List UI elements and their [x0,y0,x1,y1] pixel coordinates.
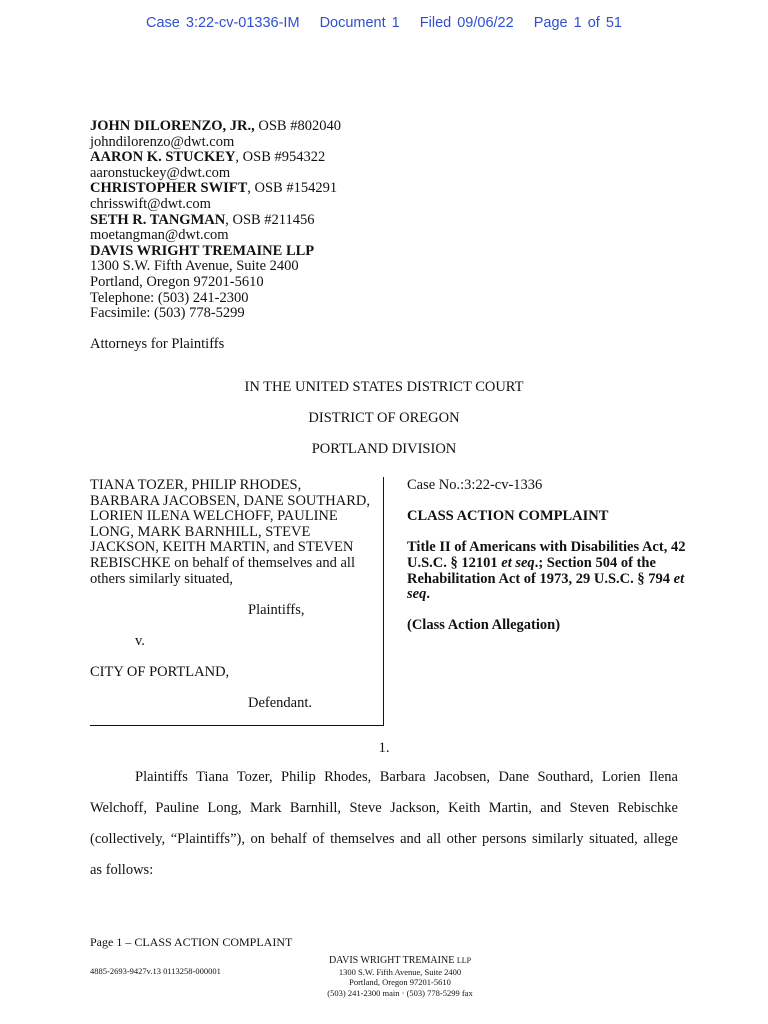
case-number-stamp: Case 3:22-cv-01336-IM [146,15,300,31]
defendant-name: CITY OF PORTLAND, [90,664,230,681]
attorney-osb: , OSB #154291 [247,180,338,197]
claims-etseq: et seq [501,554,535,571]
firm-facsimile: Facsimile: (503) 778-5299 [90,305,245,322]
attorney-name: JOHN DILORENZO, JR., [90,118,255,134]
footer-firm-name-text: DAVIS WRIGHT TREMAINE [328,955,457,966]
attorney-osb: , OSB #954322 [235,149,326,166]
attorney-email: chrisswift@dwt.com [90,195,211,212]
attorney-block [90,119,341,352]
class-action-allegation: (Class Action Allegation) [407,617,561,634]
attorney-email: aaronstuckey@dwt.com [90,164,231,181]
plaintiffs-line: JACKSON, KEITH MARTIN, and STEVEN [90,539,354,556]
defendant-label: Defendant. [248,695,313,712]
court-district: DISTRICT OF OREGON [308,410,460,426]
attorney-email: johndilorenzo@dwt.com [90,133,235,150]
document-number-stamp: Document 1 [319,15,400,31]
firm-name [90,244,341,260]
court-division: PORTLAND DIVISION [311,441,457,457]
caption-case-info [407,478,687,634]
attorney-osb: OSB #802040 [254,118,341,134]
attorney-line [90,213,341,229]
claims-text: Title II of Americans with Disabilities Act, 42 U.S.C. § 12101 [407,539,686,571]
attorney-osb: , OSB #211456 [225,211,315,228]
plaintiffs-label: Plaintiffs, [248,601,305,618]
attorney-line [90,119,341,135]
plaintiffs-line: REBISCHKE on behalf of themselves and all [90,554,355,571]
caption-parties [90,478,382,712]
firm-address-line1: 1300 S.W. Fifth Avenue, Suite 2400 [90,258,299,275]
paragraph-line: as follows: [90,862,154,878]
page-count-stamp: Page 1 of 51 [533,15,622,31]
attorney-name: AARON K. STUCKEY [90,149,236,166]
plaintiffs-line: BARBARA JACOBSEN, DANE SOUTHARD, [90,492,370,509]
plaintiffs-line: LORIEN ILENA WELCHOFF, PAULINE [90,508,338,525]
firm-address-line2: Portland, Oregon 97201-5610 [90,273,264,290]
footer-address-line2: Portland, Oregon 97201-5610 [349,977,451,987]
footer-phones: (503) 241-2300 main · (503) 778-5299 fax [327,987,473,998]
plaintiffs-line: others similarly situated, [90,570,233,587]
plaintiffs-line: TIANA TOZER, PHILIP RHODES, [90,477,302,493]
attorney-email: moetangman@dwt.com [90,227,229,244]
footer-firm-llp: LLP [456,956,472,965]
attorney-name: SETH R. TANGMAN [90,211,226,228]
paragraph-line: Plaintiffs Tiana Tozer, Philip Rhodes, Barbara Jacobsen, Dane Southard, Lorien Ilena [135,769,678,785]
claims-description [407,540,687,602]
attorney-line [90,181,341,197]
court-name: IN THE UNITED STATES DISTRICT COURT [244,379,524,395]
claims-text: . [426,586,430,603]
footer-firm-name [300,956,500,967]
caption-divider-horizontal [90,725,384,726]
case-number: Case No.:3:22-cv-1336 [407,477,543,493]
attorneys-for-label: Attorneys for Plaintiffs [90,335,225,352]
footer-doc-id: 4885-2693-9427v.13 0113258-000001 [90,966,221,976]
paragraph-number: 1. [378,740,390,756]
attorney-line [90,150,341,166]
caption-divider-vertical [383,477,384,726]
footer-firm-block [300,956,500,998]
paragraph-line: Welchoff, Pauline Long, Mark Barnhill, Steve Jackson, Keith Martin, and Steven Rebischke [90,800,678,816]
claims-etseq: et seq [407,570,685,603]
spacer [90,322,341,337]
versus-label: v. [135,632,145,649]
filing-header [0,15,768,31]
firm-telephone: Telephone: (503) 241-2300 [90,289,249,306]
footer-page-label: Page 1 – CLASS ACTION COMPLAINT [90,935,293,949]
complaint-title: CLASS ACTION COMPLAINT [407,508,609,525]
paragraph-line: (collectively, “Plaintiffs”), on behalf of themselves and all other persons similarly situated, allege [90,831,678,847]
firm-name-text: DAVIS WRIGHT TREMAINE LLP [90,242,315,259]
plaintiffs-line: LONG, MARK BARNHILL, STEVE [90,523,311,540]
attorney-name: CHRISTOPHER SWIFT [90,180,248,197]
claims-text: .; Section 504 of the Rehabilitation Act of 1973, 29 U.S.C. § 794 [407,554,674,587]
filed-date-stamp: Filed 09/06/22 [419,15,514,31]
paragraph-body [90,762,678,886]
footer-address-line1: 1300 S.W. Fifth Avenue, Suite 2400 [338,966,462,977]
